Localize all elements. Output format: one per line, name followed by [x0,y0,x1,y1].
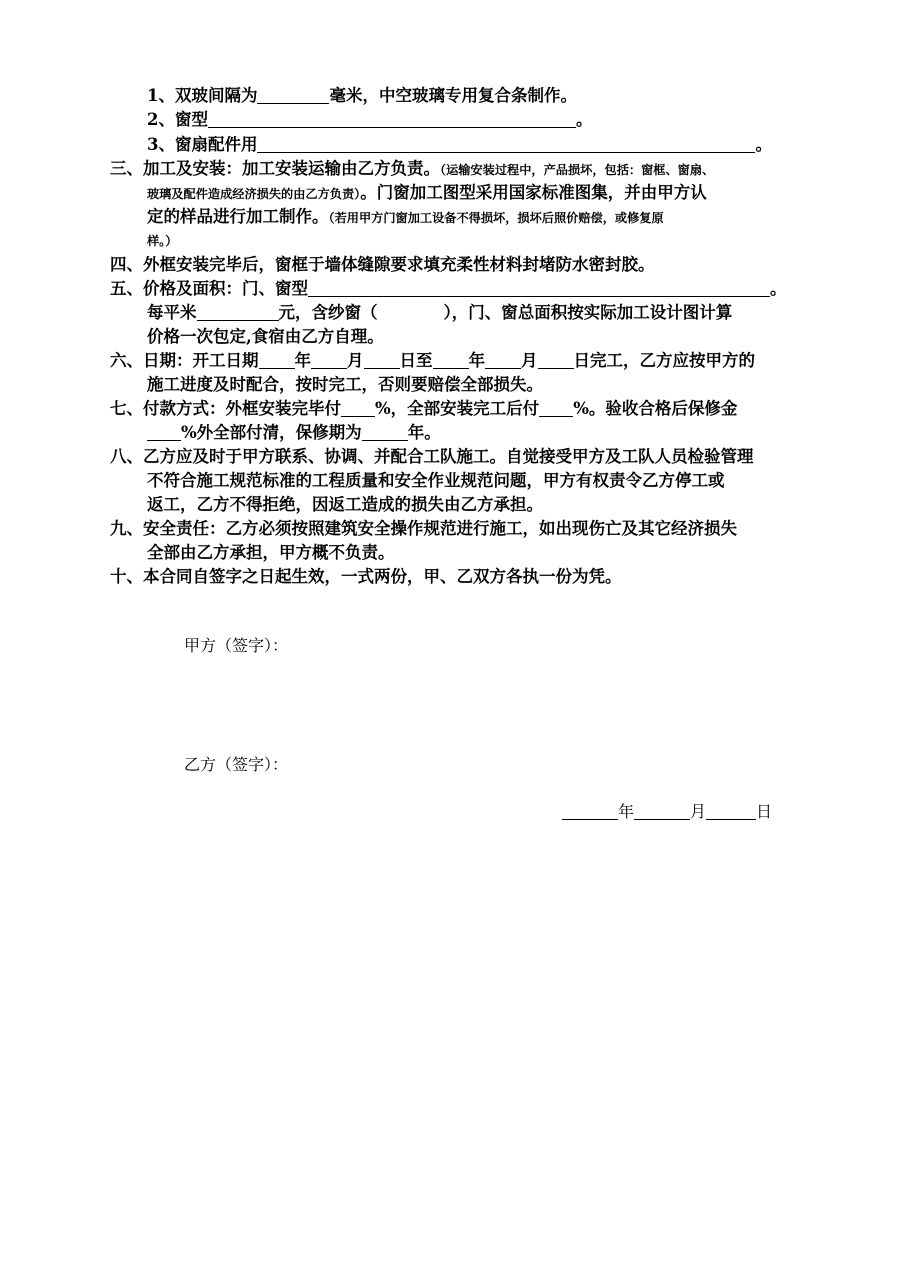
section-8-text-b: 不符合施工规范标准的工程质量和安全作业规范问题，甲方有权责令乙方停工或 [147,471,725,490]
sign-year-blank[interactable] [562,802,618,820]
section-5-per-sqm: 每平米 [147,303,197,322]
sign-month-blank[interactable] [634,802,690,820]
section-5-period: 。 [770,279,787,298]
warranty-period-blank[interactable] [362,423,408,441]
end-month-blank[interactable] [485,351,521,369]
frame-payment-blank[interactable] [341,399,375,417]
section-6-text: 施工进度及时配合，按时完工，否则要赔偿全部损失。 [147,375,543,394]
section-6-line-2 [147,373,543,397]
section-3-line-4 [147,229,177,253]
item-3-prefix: 3、窗扇配件用 [147,135,258,154]
party-b-signature [184,753,288,777]
section-7-text-e: 年。 [407,423,441,442]
end-day-blank[interactable] [538,351,574,369]
party-a-label: 甲方（签字）： [184,636,289,655]
section-6-line-1 [110,349,755,373]
section-6-completion: 日完工，乙方应按甲方的 [573,351,755,370]
start-month-blank[interactable] [311,351,347,369]
section-3-text-a: 。门窗加工图型采用国家标准图集，并由甲方认 [360,183,707,202]
section-3-note-d: 样。） [147,234,178,248]
end-year-label: 年 [468,351,485,370]
section-6-heading: 六、日期：开工日期 [110,351,259,370]
section-4-line [110,253,655,277]
section-5-area: ），门、窗总面积按实际加工设计图计算 [443,303,733,322]
item-3-suffix: 。 [755,135,772,154]
section-9-text-b: 全部由乙方承担，甲方概不负责。 [147,543,395,562]
section-3-note-c: （若用甲方门窗加工设备不得损坏，损坏后照价赔偿，或修复原 [328,211,664,225]
sign-day-label: 日 [756,802,773,821]
end-month-label: 月 [521,351,538,370]
section-7-text-c: %。验收合格后保修金 [573,399,738,418]
section-3-line-2 [147,181,707,206]
section-8-line-2 [147,469,725,493]
warranty-deposit-blank[interactable] [147,423,181,441]
section-9-line-1 [110,517,737,541]
item-2-suffix: 。 [575,110,593,129]
section-7-line-1 [110,397,737,421]
section-5-price-text: 价格一次包定,食宿由乙方自理。 [147,327,384,346]
section-3-note-b: 玻璃及配件造成经济损失的由乙方负责） [147,187,361,201]
section-3-text-b: 定的样品进行加工制作。 [147,207,329,226]
door-window-type-blank[interactable] [308,279,770,297]
unit-price-blank[interactable] [197,303,279,321]
item-1-prefix: 1、双玻间隔为 [147,86,258,105]
glass-spacing-blank[interactable] [257,86,329,104]
section-7-heading: 七、付款方式：外框安装完毕付 [110,399,341,418]
end-year-blank[interactable] [433,351,469,369]
section-3-heading: 三、加工及安装：加工安装运输由乙方负责。 [110,159,440,178]
section-10-line [110,565,622,589]
section-7-text-d: %外全部付清，保修期为 [181,423,362,442]
party-b-label: 乙方（签字）： [184,755,289,774]
start-year-blank[interactable] [259,351,295,369]
window-type-blank[interactable] [208,110,576,128]
item-1-line [147,84,577,108]
sign-month-label: 月 [690,802,707,821]
item-3-line [147,133,772,157]
item-1-suffix: 毫米，中空玻璃专用复合条制作。 [329,86,577,105]
sign-year-label: 年 [618,802,635,821]
start-day-blank[interactable] [364,351,400,369]
section-7-line-2 [147,421,441,445]
section-5-heading: 五、价格及面积：门、窗型 [110,279,308,298]
start-month-label: 月 [347,351,364,370]
section-9-line-2 [147,541,395,565]
start-day-label: 日至 [399,351,433,370]
start-year-label: 年 [294,351,311,370]
sign-day-blank[interactable] [706,802,756,820]
section-5-line-2 [147,301,732,325]
item-2-prefix: 2、窗型 [147,110,208,129]
section-3-line-3 [147,205,664,230]
section-8-line-3 [147,493,543,517]
section-8-text-c: 返工，乙方不得拒绝，因返工造成的损失由乙方承担。 [147,495,543,514]
section-8-line-1 [110,445,754,469]
item-2-line [147,108,592,132]
sash-fittings-blank[interactable] [257,135,755,153]
section-3-line-1 [110,157,714,182]
section-5-line-1 [110,277,787,301]
section-4-text: 四、外框安装完毕后，窗框于墙体缝隙要求填充柔性材料封堵防水密封胶。 [110,255,655,274]
section-10-text: 十、本合同自签字之日起生效，一式两份，甲、乙双方各执一份为凭。 [110,567,622,586]
signing-date [562,800,772,824]
section-5-line-3 [147,325,384,349]
section-8-text-a: 八、乙方应及时于甲方联系、协调、并配合工队施工。自觉接受甲方及工队人员检验管理 [110,447,754,466]
section-3-note-a: （运输安装过程中，产品损坏，包括：窗框、窗扇、 [440,163,715,177]
section-5-screen-open: 元，含纱窗（ [278,303,378,322]
section-7-text-b: %，全部安装完工后付 [375,399,540,418]
party-a-signature [184,634,288,658]
completion-payment-blank[interactable] [539,399,573,417]
section-9-text-a: 九、安全责任：乙方必须按照建筑安全操作规范进行施工，如出现伤亡及其它经济损失 [110,519,737,538]
